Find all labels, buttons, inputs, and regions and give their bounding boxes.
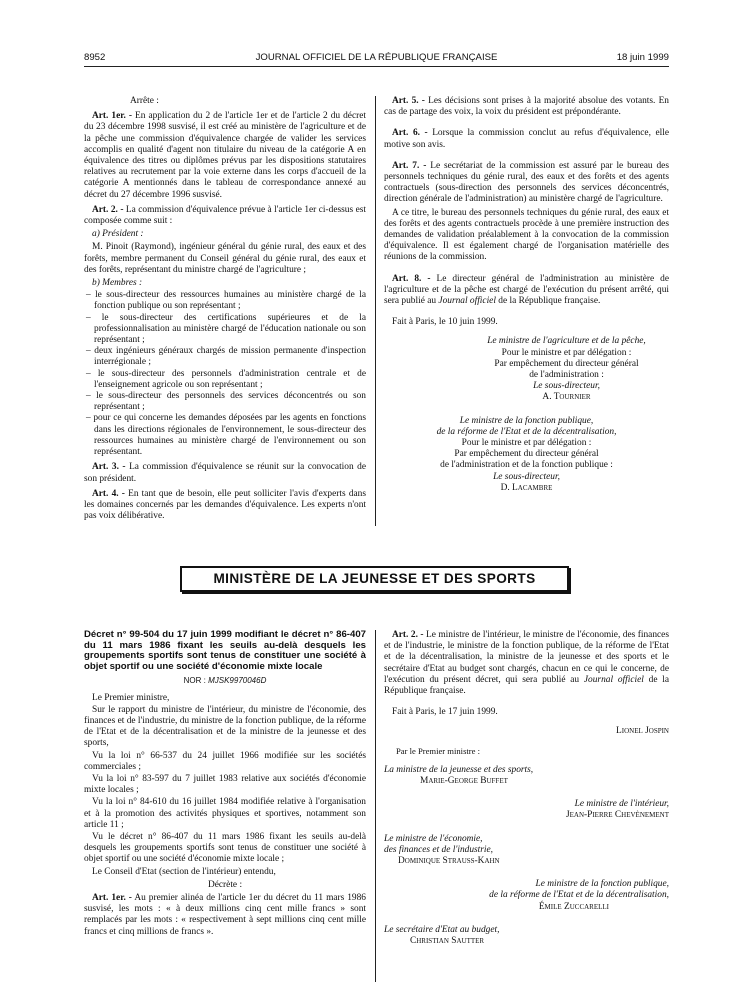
signatory-line: Pour le ministre et par délégation : [461, 438, 592, 449]
article-8 [384, 274, 669, 308]
signatory-name: Christian Sautter [410, 936, 485, 947]
signature-block-agriculture [464, 336, 669, 403]
article-text: Les décisions sont prises à la majorité absolue des votants. En cas de partage des voix, la voix du président est prépondérante. [384, 96, 669, 118]
article-text: Le ministre de l'intérieur, le ministre de l'économie, des finances et de l'industrie, le ministre de la fonction publique, de la réforme de l'Etat et de la décentralisation, la ministre de la jeunesse et des sports et le secrétaire d'Etat au budget sont chargés, chacun en ce qui le concerne, de l'exécution du présent décret, qui sera publié au [384, 630, 669, 685]
signatory-title: des finances et de l'industrie, [384, 844, 494, 855]
ministry-banner: MINISTÈRE DE LA JEUNESSE ET DES SPORTS [180, 566, 569, 592]
par-le-premier-ministre: Par le Premier ministre : [396, 745, 481, 756]
signature-block-budget [384, 925, 669, 947]
article-label: Art. 6. - [392, 128, 428, 139]
signatory-line: Par empêchement du directeur général [494, 358, 639, 369]
journal-title: JOURNAL OFFICIEL DE LA RÉPUBLIQUE FRANÇAISE [255, 52, 498, 63]
article-label: Art. 5. - [392, 96, 425, 106]
president-label: a) Président : [92, 229, 144, 240]
list-item: – le sous-directeur des certifications supérieures et de la professionnalisation au ministère chargé de l'éducation nationale ou son représentant ; [86, 312, 366, 346]
article-label: Art. 4. - [92, 488, 125, 499]
article-1 [84, 111, 366, 201]
members-list [84, 290, 366, 458]
signatory-name: Jean-Pierre Chevènement [565, 810, 669, 821]
article-2 [384, 630, 669, 697]
paragraph: Vu le décret n° 86-407 du 11 mars 1986 fixant les seuils au-delà desquels les groupements sportifs sont tenus de constituer une société à objet sportif ou une société d'économie mixte locale ; [84, 832, 366, 865]
signatory-name: Marie-George Buffet [420, 776, 508, 787]
list-item: – le sous-directeur des personnels des services déconcentrés ou son représentant ; [86, 391, 366, 413]
paragraph: Le Premier ministre, [92, 692, 170, 703]
column-divider [375, 96, 376, 526]
paragraph: Le Conseil d'Etat (section de l'intérieur) entendu, [92, 866, 276, 877]
article-text: La commission d'équivalence prévue à l'article 1er ci-dessus est composée comme suit : [84, 204, 366, 227]
article-text: Lorsque la commission conclut au refus d'équivalence, elle motive son avis. [384, 128, 669, 150]
article-7 [384, 161, 669, 206]
issue-date: 18 juin 1999 [616, 52, 669, 63]
list-item: – deux ingénieurs généraux chargés de mission permanente d'inspection interrégionale ; [86, 346, 366, 368]
article-6 [384, 128, 669, 150]
signatory-line: Le sous-directeur, [533, 381, 600, 392]
article-7-paragraph: A ce titre, le bureau des personnels techniques du génie rural, des eaux et des forêts et des agents contractuels procède à une première instruction des demandes de validation préalablement à la convocation de la commission d'équivalence. Il est également chargé de l'organisation matérielle des réunions de la commission. [384, 207, 669, 263]
article-text: La commission d'équivalence se réunit sur la convocation de son président. [84, 462, 366, 484]
signatory-line: Le sous-directeur, [493, 471, 560, 482]
signatory-line: Par empêchement du directeur général [454, 449, 599, 460]
nor-code: MJSK9970046D [208, 676, 267, 686]
arrete-heading: Arrête : [130, 96, 159, 106]
article-text: En application du 2 de l'article 1er et de l'article 2 du décret du 23 décembre 1998 susvisé, il est créé au ministère de l'agriculture et de la pêche une commission d'équivalence chargée de valider les services accomplis en qualité d'agent non titulaire du niveau de la catégorie A en équivalence des titres ou diplômes prévus par les dispositions statutaires relatives au recrutement par la voie externe dans les corps d'accueil de la catégorie A mentionnés dans le tableau de correspondance annexé au décret du 27 décembre 1996 susvisé. [84, 111, 366, 200]
column-divider [375, 630, 376, 982]
article-label: Art. 1er. - [92, 111, 133, 122]
signatory-name: Émile Zuccarelli [538, 901, 609, 912]
article-label: Art. 1er. - [92, 893, 132, 904]
page-number: 8952 [84, 52, 106, 63]
prime-minister-name: Lionel Jospin [616, 726, 669, 737]
signature-block-fonction-publique [384, 879, 669, 913]
article-text-end: de la République française. [384, 674, 669, 697]
paragraph: Vu la loi n° 83-597 du 7 juillet 1983 relative aux sociétés d'économie mixte locales ; [84, 774, 366, 796]
signatory-title: Le secrétaire d'Etat au budget, [384, 924, 500, 935]
article-3 [84, 462, 366, 484]
article-1 [84, 893, 366, 938]
fait-a-paris: Fait à Paris, le 10 juin 1999. [392, 317, 498, 328]
signatory-title: de la réforme de l'Etat et de la décentralisation, [436, 426, 617, 437]
bottom-right-column [384, 630, 669, 986]
paragraph: Sur le rapport du ministre de l'intérieur, du ministre de l'économie, des finances et de l'industrie, du ministre de la fonction publique, de la réforme de l'Etat et de la décentralisation et de la ministre de la jeunesse et des sports, [84, 704, 366, 749]
signatory-name: D. Lacambre [500, 482, 553, 493]
nor-reference [84, 675, 366, 686]
members-label: b) Membres : [92, 278, 143, 289]
signatory-line: de l'administration : [529, 370, 604, 381]
signatory-line: Pour le ministre et par délégation : [501, 347, 632, 358]
article-5 [384, 96, 669, 118]
signatory-title: de la réforme de l'Etat et de la décentralisation, [489, 890, 669, 901]
list-item: – le sous-directeur des ressources humaines au ministère chargé de la fonction publique ou son représentant ; [86, 290, 366, 312]
fait-a-paris: Fait à Paris, le 17 juin 1999. [392, 707, 498, 718]
signatory-title: Le ministre de l'intérieur, [574, 799, 669, 810]
signatory-title: La ministre de la jeunesse et des sports, [384, 764, 534, 775]
signatory-title: Le ministre de l'économie, [384, 833, 483, 844]
signatory-title: Le ministre de la fonction publique, [535, 879, 669, 890]
paragraph: Vu la loi n° 84-610 du 16 juillet 1984 modifiée relative à l'organisation et à la promotion des activités physiques et sportives, notamment son article 11 ; [84, 797, 366, 830]
president-text: M. Pinoit (Raymond), ingénieur général du génie rural, des eaux et des forêts, membre permanent du Conseil général du génie rural, des eaux et des forêts, représentant du ministre chargé de l'agriculture ; [84, 242, 366, 275]
nor-label: NOR : [183, 676, 206, 686]
journal-officiel-ref: Journal officiel [583, 674, 644, 685]
article-text: Le directeur général de l'administration au ministère de l'agriculture et de la pêche est chargé de l'exécution du présent arrêté, qui sera publié au [384, 273, 669, 307]
article-4 [84, 489, 366, 523]
top-right-column [384, 96, 669, 526]
list-item: – le sous-directeur des personnels d'administration centrale et de l'enseignement agricole ou son représentant ; [86, 368, 366, 390]
page-header [84, 50, 669, 67]
article-text: Au premier alinéa de l'article 1er du décret du 11 mars 1986 susvisé, les mots : « à deux millions cinq cent mille francs » sont remplacés par les mots : « respectivement à sept millions cinq cent mille francs et cinq millions de francs ». [84, 893, 366, 937]
signatory-name: Dominique Strauss-Kahn [398, 856, 500, 867]
article-text-end: de la République française. [498, 296, 601, 307]
signatory-title: Le ministre de la fonction publique, [459, 415, 594, 426]
decree-title: Décret n° 99-504 du 17 juin 1999 modifiant le décret n° 86-407 du 11 mars 1986 fixant les seuils au-delà desquels les groupements sportifs sont tenus de constituer une société à objet sportif ou une société d'économie mixte locale [84, 630, 366, 672]
decrete-heading: Décrète : [207, 879, 243, 890]
bottom-left-column [84, 630, 366, 986]
list-item: – pour ce qui concerne les demandes déposées par les agents en fonctions dans les directions régionales de l'environnement, le sous-directeur des ressources humaines au ministère chargé de l'environnement ou son représentant. [86, 413, 366, 458]
top-left-column [84, 96, 366, 526]
signature-block-interieur [384, 799, 669, 821]
paragraph: Vu la loi n° 66-537 du 24 juillet 1966 modifiée sur les sociétés commerciales ; [84, 750, 366, 772]
article-text: Le secrétariat de la commission est assuré par le bureau des personnels techniques du génie rural, des eaux et des forêts et des agents contractuels (sous-direction des personnels des services déconcentrés, direction générale de l'administration) au ministère chargé de l'agriculture. [384, 160, 669, 205]
signatory-name: A. Tournier [542, 392, 591, 403]
article-label: Art. 7. - [392, 160, 427, 171]
article-label: Art. 3. - [92, 462, 126, 473]
signature-block-economie [384, 834, 669, 868]
signature-block-jeunesse [384, 765, 669, 787]
journal-officiel-ref: Journal officiel [438, 296, 496, 307]
signature-block-fonction-publique [384, 416, 669, 494]
article-text: En tant que de besoin, elle peut solliciter l'avis d'experts dans les domaines concernés par les demandes d'équivalence. Les experts n'ont pas voix délibérative. [84, 488, 366, 522]
signatory-line: de l'administration et de la fonction publique : [440, 460, 613, 471]
signatory-title: Le ministre de l'agriculture et de la pêche, [487, 336, 646, 347]
article-2 [84, 205, 366, 227]
article-label: Art. 2. - [392, 630, 424, 640]
article-label: Art. 8. - [392, 273, 431, 284]
article-label: Art. 2. - [92, 204, 124, 215]
